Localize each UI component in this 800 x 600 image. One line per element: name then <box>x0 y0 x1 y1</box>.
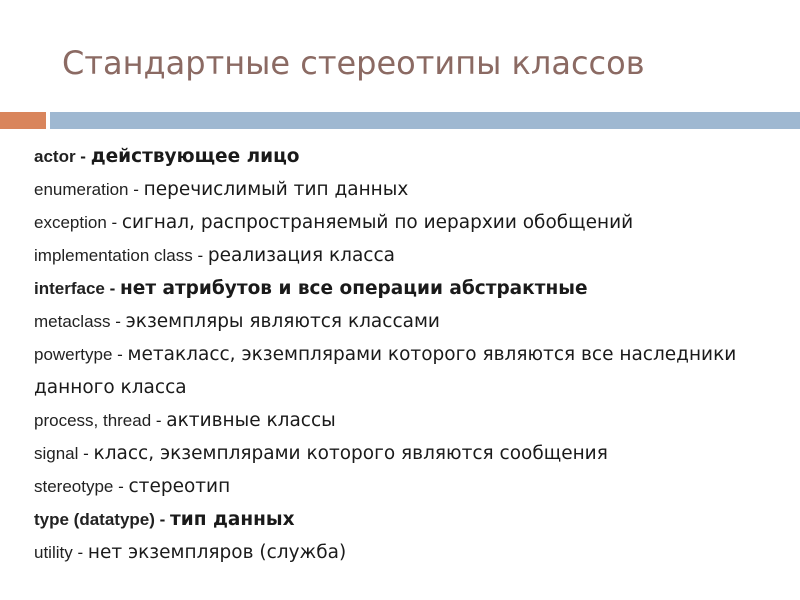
item-term: exception <box>34 213 107 232</box>
item-description: активные классы <box>166 410 336 431</box>
item-term: type (datatype) <box>34 510 155 529</box>
item-description: метакласс, экземплярами которого являются все наследники данного класса <box>34 344 737 398</box>
item-separator: - <box>128 180 144 199</box>
item-separator: - <box>78 444 94 463</box>
list-item-actor <box>34 140 784 173</box>
item-term: stereotype <box>34 477 114 496</box>
list-item-signal <box>34 437 784 470</box>
item-description: экземпляры являются классами <box>125 311 440 332</box>
item-description: тип данных <box>170 509 295 530</box>
item-term: metaclass <box>34 312 111 331</box>
item-separator: - <box>112 345 128 364</box>
item-term: implementation class <box>34 246 193 265</box>
list-item-metaclass <box>34 305 784 338</box>
item-separator: - <box>75 147 91 166</box>
item-separator: - <box>106 213 122 232</box>
slide-title: Стандартные стереотипы классов <box>62 44 645 82</box>
item-separator: - <box>113 477 129 496</box>
item-description: действующее лицо <box>90 146 300 167</box>
list-item-enumeration <box>34 173 784 206</box>
item-description: нет атрибутов и все операции абстрактные <box>119 278 588 299</box>
list-item-stereotype <box>34 470 784 503</box>
item-term: signal <box>34 444 79 463</box>
list-item-utility <box>34 536 784 569</box>
item-separator: - <box>72 543 88 562</box>
accent-bar <box>0 112 46 129</box>
item-term: powertype <box>34 345 113 364</box>
stereotype-list <box>34 140 784 569</box>
item-description: нет экземпляров (служба) <box>87 542 347 563</box>
list-item-process-thread <box>34 404 784 437</box>
item-term: interface <box>34 279 105 298</box>
item-description: класс, экземплярами которого являются сообщения <box>93 443 608 464</box>
item-description: реализация класса <box>207 245 395 266</box>
item-separator: - <box>110 312 126 331</box>
list-item-powertype <box>34 338 754 404</box>
list-item-exception <box>34 206 784 239</box>
item-separator: - <box>154 510 171 529</box>
item-description: сигнал, распространяемый по иерархии обобщений <box>121 212 634 233</box>
divider-bar <box>50 112 800 129</box>
item-separator: - <box>192 246 208 265</box>
item-term: utility <box>34 543 73 562</box>
item-description: перечислимый тип данных <box>143 179 409 200</box>
list-item-implementation-class <box>34 239 784 272</box>
item-separator: - <box>151 411 167 430</box>
item-term: actor <box>34 147 76 166</box>
item-separator: - <box>104 279 120 298</box>
item-description: стереотип <box>128 476 231 497</box>
item-term: process, thread <box>34 411 152 430</box>
item-term: enumeration <box>34 180 129 199</box>
list-item-interface <box>34 272 784 305</box>
list-item-type-datatype <box>34 503 784 536</box>
